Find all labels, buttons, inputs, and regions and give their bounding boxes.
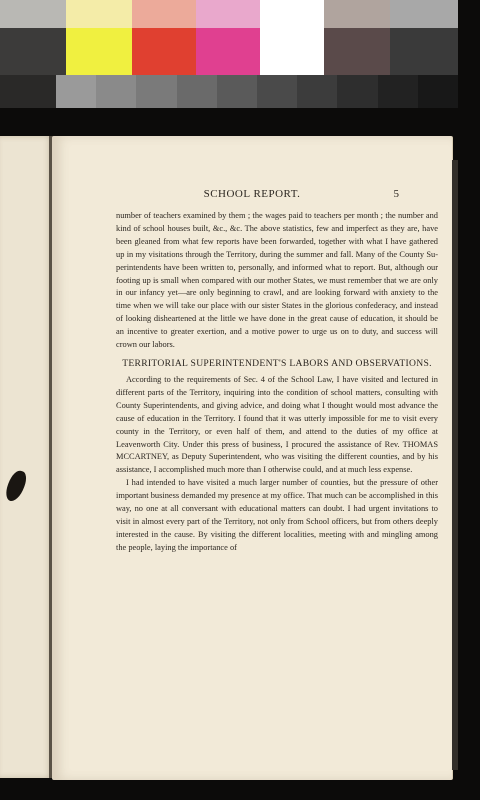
gray-step <box>136 75 177 108</box>
gray-step <box>56 75 97 108</box>
swatch-gray <box>0 0 66 28</box>
paragraph: According to the requirements of Sec. 4 of the School Law, I have visited and lectured in different parts of the Territory, inquiring into the condition of school matters, consulting with County Superintendents, and giving advice, and doing what I thought would most advance the cause of education in the Territory. I found that it was utterly impossible for me to visit every county in the Territory, or even half of them, and attend to the duties of my office at Leavenworth City. Under this press of business, I procured the assistance of Rev. THOMAS MCCARTNEY, as Deputy Superintendent, who was visiting the different counties, and by his assistance, I accomplished much more than I otherwise could, and at much less expense. <box>116 374 438 475</box>
page-number: 5 <box>393 188 399 200</box>
gray-step <box>177 75 218 108</box>
swatch-mauve <box>324 0 390 28</box>
swatch-yellow <box>66 28 132 75</box>
page-body <box>116 210 438 555</box>
book-page <box>52 136 452 780</box>
page-header <box>52 188 452 204</box>
running-head: SCHOOL REPORT. <box>203 188 301 200</box>
gray-step <box>378 75 419 108</box>
swatch-dark-left <box>0 28 66 75</box>
gray-step <box>337 75 378 108</box>
swatch-dark-mauve <box>324 28 390 75</box>
previous-page-edge <box>0 136 52 778</box>
paragraph: number of teachers examined by them ; the wages paid to teachers per month ; the number and kind of school houses built, &c., &c. The above statistics, few and imperfect as they are, have been gleaned from what few reports have been forwarded, together with what I have gathered up in my visitations through the Territory, during the summer and fall. Many of the County Superintendents have been written to, personally, and informed what to report. But, although our footing up is small when compared with our mother States, we must remember that we are only in our infancy yet—are only beginning to crawl, and are looking forward with anxiety to the time when we will take our place with our sister States in the glorious confederacy, and instead of looking disheartened at the little we have done in the great cause of education, it should be an incentive to greater exertion, and a motive power to urge us on to duty, and success will crown our labors. <box>116 211 438 350</box>
swatch-charcoal <box>390 28 458 75</box>
swatch-yellow-light <box>66 0 132 28</box>
gray-scale-strip <box>56 75 458 108</box>
gray-step <box>96 75 137 108</box>
swatch-red <box>132 28 196 75</box>
gray-step <box>418 75 459 108</box>
swatch-magenta <box>196 28 260 75</box>
gray-step <box>297 75 338 108</box>
section-heading: TERRITORIAL SUPERINTENDENT'S LABORS AND OBSERVATIONS. <box>122 357 432 369</box>
swatch-gray-light <box>390 0 458 28</box>
color-calibration-card <box>0 0 458 108</box>
gray-step <box>217 75 258 108</box>
swatch-salmon <box>132 0 196 28</box>
swatch-pink-light <box>196 0 260 28</box>
page-stack-edge <box>452 160 458 770</box>
gray-step <box>257 75 298 108</box>
paragraph: I had intended to have visited a much larger number of counties, but the pressure of other important business demanded my presence at my office. That much can be accomplished in this way, no one at all conversant with educational matters can doubt. I had urgent invitations to visit in almost every part of the Territory, not only from School officers, but from others deeply interested in the cause. By visiting the different localities, meeting with and mingling among the people, laying the importance of <box>116 478 438 552</box>
swatch-white <box>260 0 324 75</box>
